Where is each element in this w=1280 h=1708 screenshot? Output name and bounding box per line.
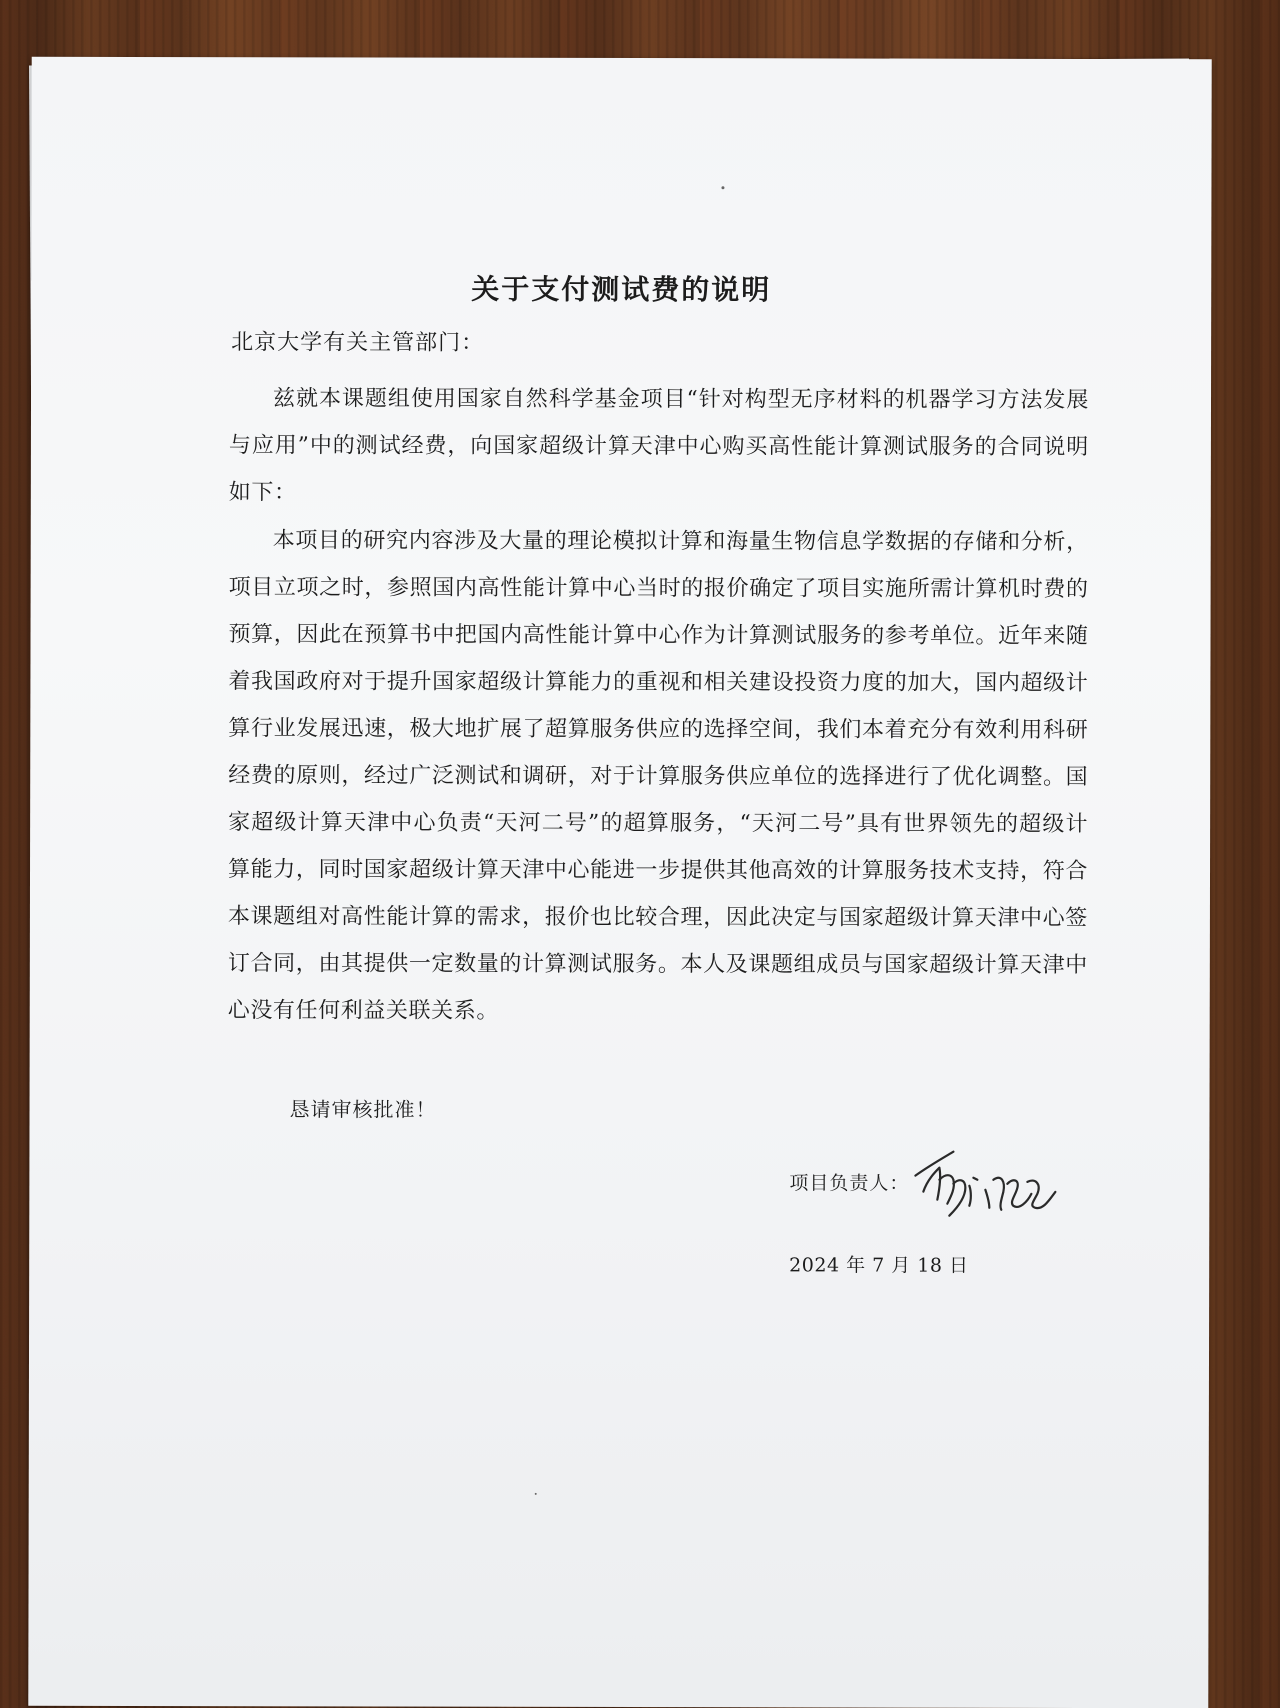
document-title: 关于支付测试费的说明 (471, 272, 772, 307)
signer-label: 项目负责人： (789, 1172, 910, 1195)
paper-speck (721, 186, 724, 189)
document-date: 2024 年 7 月 18 日 (789, 1254, 969, 1277)
document-page (28, 57, 1211, 1708)
handwritten-signature (909, 1144, 1079, 1224)
paper-speck (535, 1493, 537, 1495)
body-paragraph: 兹就本课题组使用国家自然科学基金项目“针对构型无序材料的机器学习方法发展与应用”中的测试经费，向国家超级计算天津中心购买高性能计算测试服务的合同说明如下： (228, 386, 1090, 506)
closing-request: 恳请审核批准！ (289, 1097, 437, 1122)
body-paragraph: 本项目的研究内容涉及大量的理论模拟计算和海量生物信息学数据的存储和分析，项目立项之时，参照国内高性能计算中心当时的报价确定了项目实施所需计算机时费的预算，因此在预算书中把国内高性能计算中心作为计算测试服务的参考单位。近年来随着我国政府对于提升国家超级计算能力的重视和相关建设投资力度的加大，国内超级计算行业发展迅速，极大地扩展了超算服务供应的选择空间，我们本着充分有效利用科研经费的原则，经过广泛测试和调研，对于计算服务供应单位的选择进行了优化调整。国家超级计算天津中心负责“天河二号”的超算服务，“天河二号”具有世界领先的超级计算能力，同时国家超级计算天津中心能进一步提供其他高效的计算服务技术支持，符合本课题组对高性能计算的需求，报价也比较合理，因此决定与国家超级计算天津中心签订合同，由其提供一定数量的计算测试服务。本人及课题组成员与国家超级计算天津中心没有任何利益关联关系。 (227, 528, 1089, 1024)
salutation: 北京大学有关主管部门： (231, 330, 485, 356)
